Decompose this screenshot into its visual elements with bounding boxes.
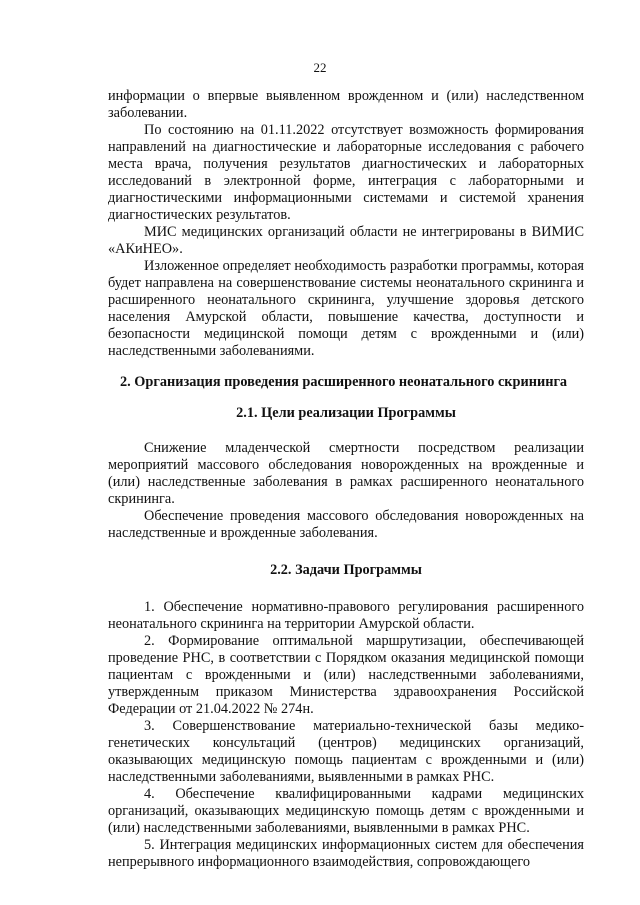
goal-paragraph: Обеспечение проведения массового обследования новорожденных на наследственные и врожденные заболевания. xyxy=(108,508,584,541)
section-2-2-heading: 2.2. Задачи Программы xyxy=(270,562,422,578)
section-2-heading: 2. Организация проведения расширенного неонатального скрининга xyxy=(120,374,568,390)
section-2-1-heading: 2.1. Цели реализации Программы xyxy=(236,405,456,421)
page-number: 22 xyxy=(313,60,327,75)
paragraph-intro-continuation: информации о впервые выявленном врожденном и (или) наследственном заболевании. xyxy=(108,88,584,121)
paragraph-status: По состоянию на 01.11.2022 отсутствует возможность формирования направлений на диагностические и лабораторные исследования с рабочего места врача, получения результатов диагностических и лабораторных исследований в электронной форме, интеграция с лабораторными и диагностическими информационными системами и системой хранения диагностических результатов. xyxy=(108,122,584,223)
task-item: 3. Совершенствование материально-технической базы медико-генетических консультаций (центров) медицинских организаций, оказывающих медицинскую помощь пациентам с врожденными и (или) наследственными заболеваниями, выявленными в рамках РНС. xyxy=(108,718,584,785)
task-item: 2. Формирование оптимальной маршрутизации, обеспечивающей проведение РНС, в соответствии с Порядком оказания медицинской помощи пациентам с врожденными и (или) наследственными заболеваниями, утвержденным приказом Министерства здравоохранения Российской Федерации от 21.04.2022 № 274н. xyxy=(108,633,584,717)
task-item: 4. Обеспечение квалифицированными кадрами медицинских организаций, оказывающих медицинскую помощь детям с врожденными и (или) наследственными заболеваниями, выявленными в рамках РНС. xyxy=(108,786,584,836)
paragraph-mis: МИС медицинских организаций области не интегрированы в ВИМИС «АКиНЕО». xyxy=(108,224,584,257)
task-item: 1. Обеспечение нормативно-правового регулирования расширенного неонатального скрининга на территории Амурской области. xyxy=(108,599,584,632)
page-content xyxy=(108,88,584,871)
task-item: 5. Интеграция медицинских информационных систем для обеспечения непрерывного информационного взаимодействия, сопровождающего xyxy=(108,837,584,870)
paragraph-program-need: Изложенное определяет необходимость разработки программы, которая будет направлена на совершенствование системы неонатального скрининга и расширенного неонатального скрининга, улучшение здоровья детского населения Амурской области, повышение качества, доступности и безопасности медицинской помощи детям с врожденными и (или) наследственными заболеваниями. xyxy=(108,258,584,359)
goal-paragraph: Снижение младенческой смертности посредством реализации мероприятий массового обследования новорожденных на врожденные и (или) наследственные заболевания в рамках расширенного неонатального скрининга. xyxy=(108,440,584,507)
